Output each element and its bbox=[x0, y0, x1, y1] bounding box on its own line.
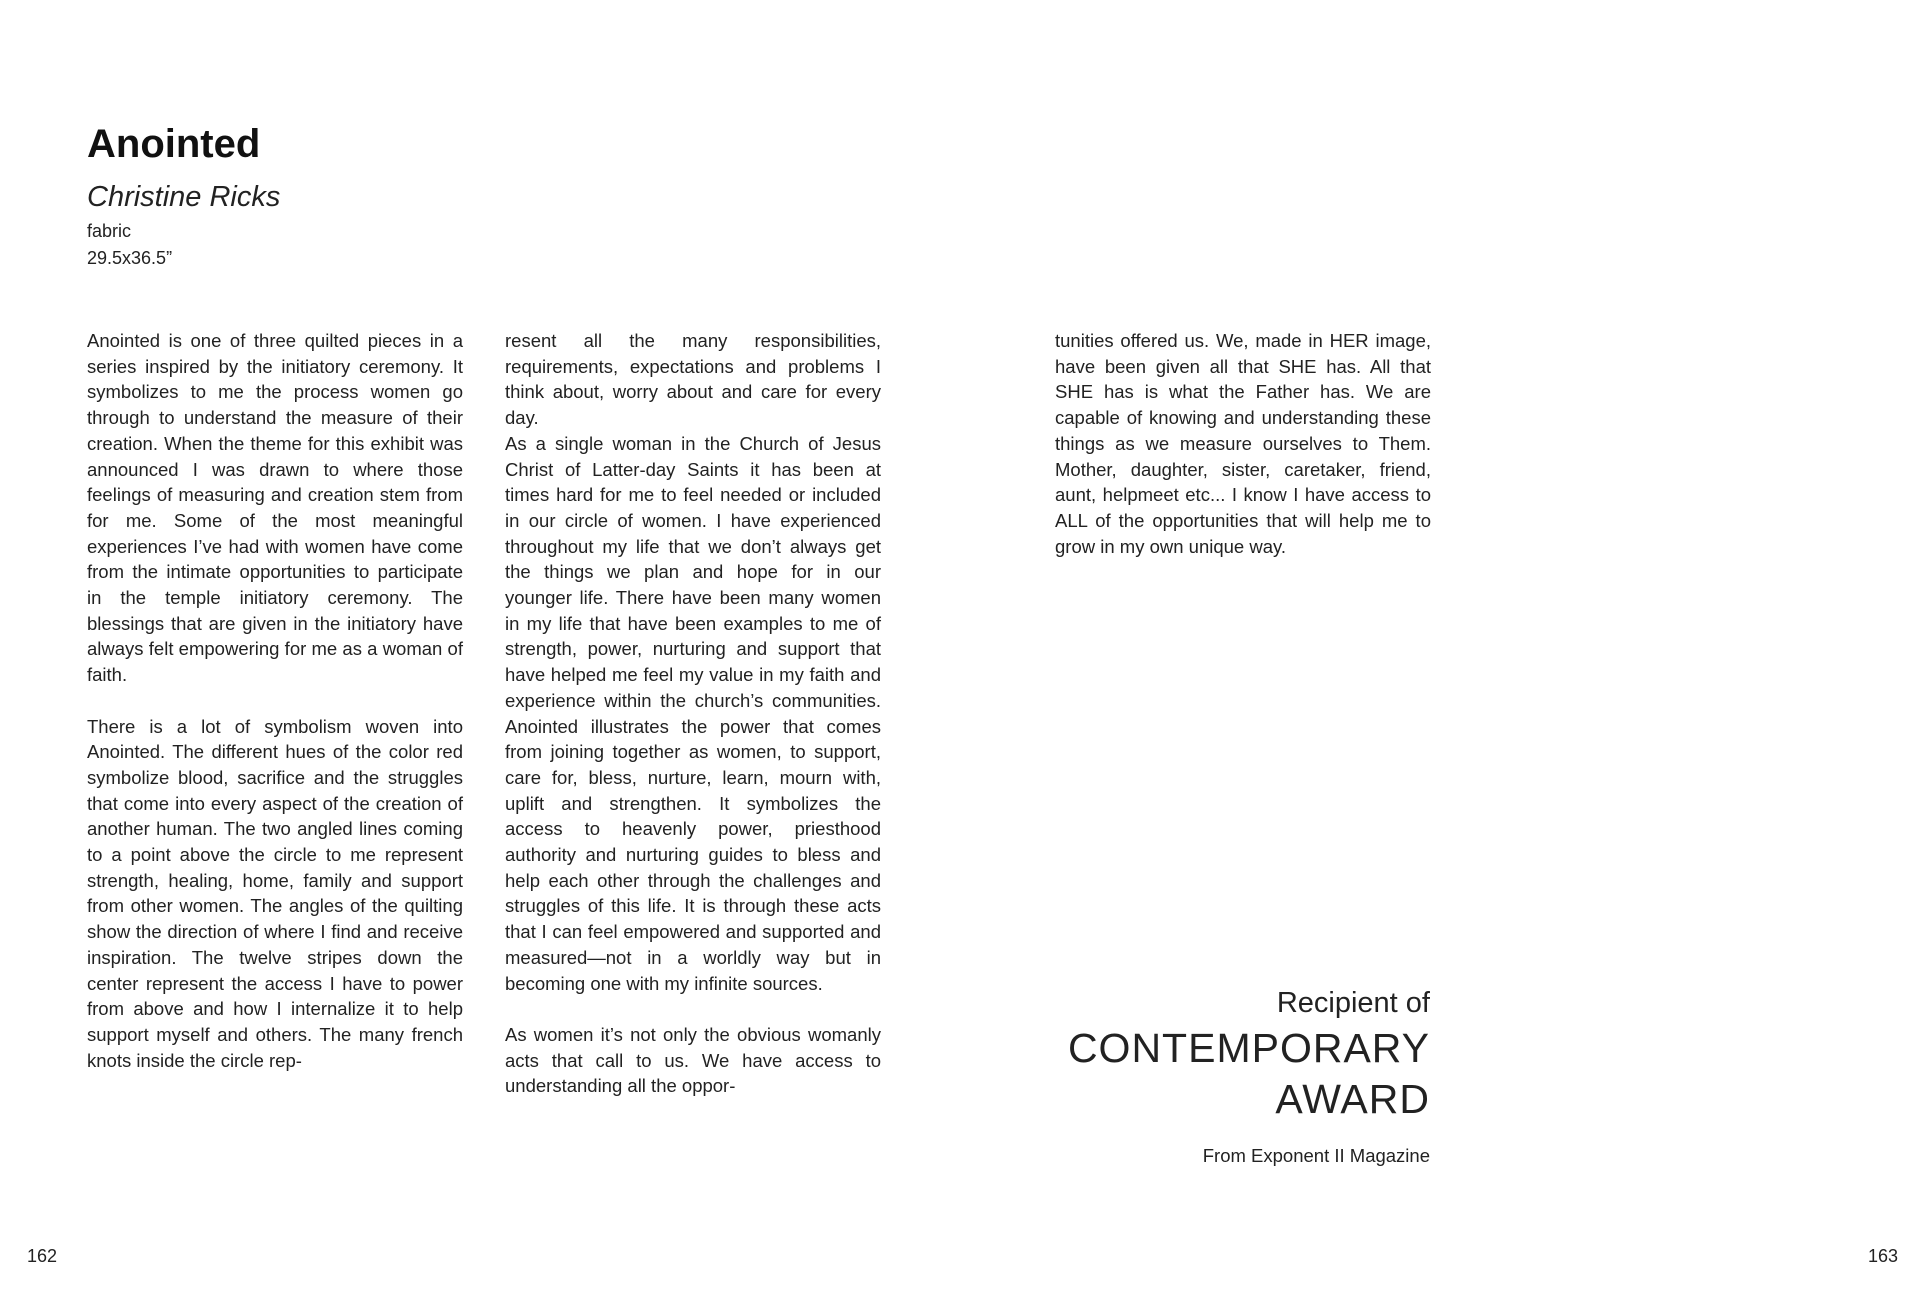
award-name-line-1: CONTEMPORARY bbox=[1067, 1025, 1430, 1071]
text-column-3 bbox=[1055, 328, 1431, 559]
artwork-medium: fabric bbox=[87, 221, 132, 241]
artwork-meta bbox=[87, 218, 172, 272]
artwork-dimensions: 29.5x36.5” bbox=[87, 248, 173, 268]
text-column-2 bbox=[505, 328, 881, 1099]
award-source: From Exponent II Magazine bbox=[1202, 1145, 1430, 1166]
paragraph: There is a lot of symbolism woven into Anointed. The different hues of the color red symbolize blood, sacrifice and the struggles that come into every aspect of the creation of another human. The two angled lines coming to a point above the circle to me represent strength, healing, home, family and support from other women. The angles of the quilting show the direction of where I find and receive inspiration. The twelve stripes down the center represent the access I have to power from above and how I internalize it to help support myself and others. The many french knots inside the circle rep- bbox=[87, 715, 463, 1071]
award-block bbox=[1068, 983, 1430, 1169]
text-column-1 bbox=[87, 328, 463, 1073]
paragraph: As women it’s not only the obvious womanly acts that call to us. We have access to understanding all the oppor- bbox=[505, 1023, 881, 1097]
paragraph: tunities offered us. We, made in HER image, have been given all that SHE has. All that SHE has is what the Father has. We are capable of knowing and understanding these things as we measure ourselves to Them. Mother, daughter, sister, caretaker, friend, aunt, helpmeet etc... I know I have access to ALL of the opportunities that will help me to grow in my own unique way. bbox=[1055, 330, 1431, 557]
paragraph: As a single woman in the Church of Jesus Christ of Latter-day Saints it has been at times hard for me to feel needed or included in our circle of women. I have experienced throughout my life that we don’t always get the things we plan and hope for in our younger life. There have been many women in my life that have been examples to me of strength, power, nurturing and support that have helped me feel my value in my faith and experience within the church’s communities. Anointed illustrates the power that comes from joining together as women, to support, care for, bless, nurture, learn, mourn with, uplift and strengthen. It symbolizes the access to heavenly power, priesthood authority and nurturing guides to bless and help each other through the challenges and struggles of this life. It is through these acts that I can feel empowered and supported and measured—not in a worldly way but in becoming one with my infinite sources. bbox=[505, 432, 881, 994]
page-number-right: 163 bbox=[1867, 1246, 1898, 1266]
award-name-line-2: AWARD bbox=[1275, 1076, 1430, 1122]
paragraph: resent all the many responsibilities, requirements, expectations and problems I think about, worry about and care for every day. bbox=[505, 330, 881, 429]
page-number-left: 162 bbox=[27, 1246, 58, 1266]
paragraph: Anointed is one of three quilted pieces in a series inspired by the initiatory ceremony. It symbolizes to me the process women go through to understand the measure of their creation. When the theme for this exhibit was announced I was drawn to where those feelings of measuring and creation stem from for me. Some of the most meaningful experiences I’ve had with women have come from the intimate opportunities to participate in the temple initiatory ceremony. The blessings that are given in the initiatory have always felt empowering for me as a woman of faith. bbox=[87, 330, 463, 686]
artist-name: Christine Ricks bbox=[87, 181, 281, 213]
award-recipient-label: Recipient of bbox=[1276, 987, 1430, 1019]
artwork-title: Anointed bbox=[87, 122, 261, 166]
